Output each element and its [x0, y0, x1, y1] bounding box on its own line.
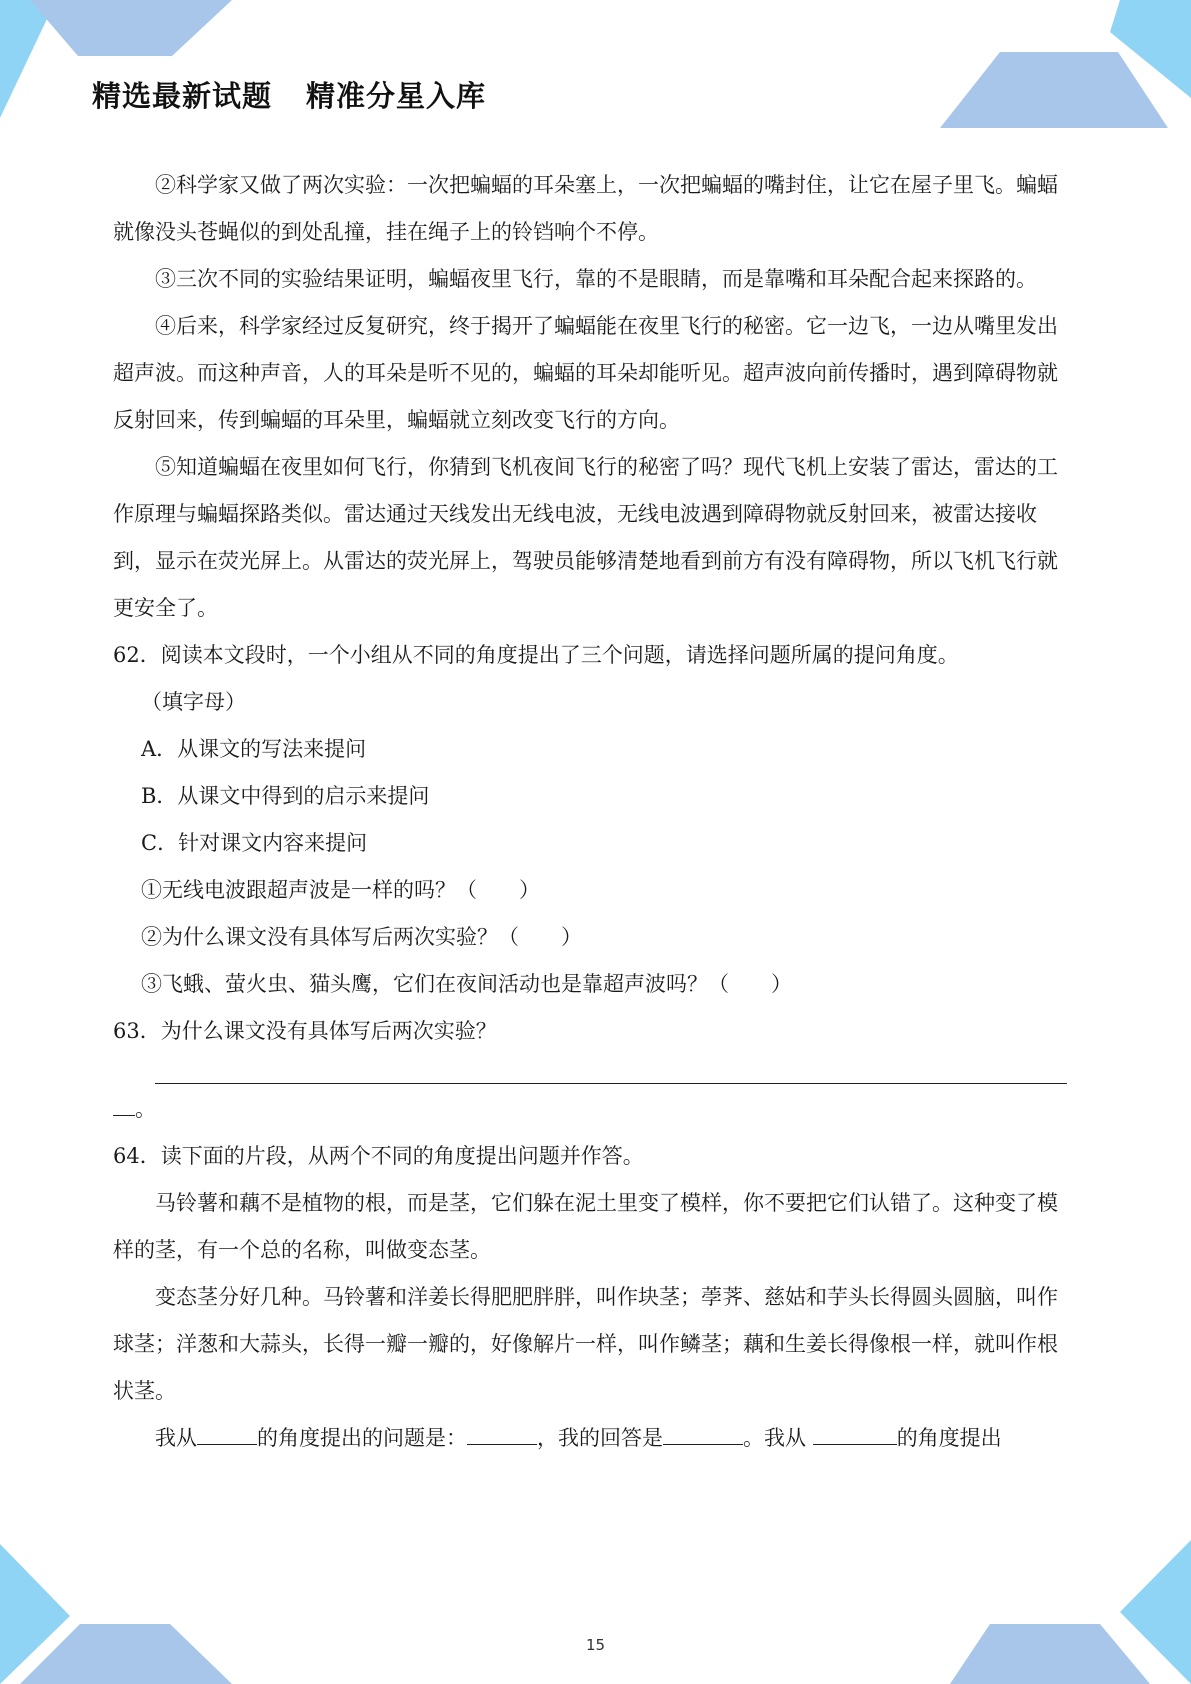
fill-text-2: 的角度提出的问题是：: [257, 1426, 467, 1450]
header-title-part1: 精选最新试题: [92, 79, 273, 113]
fill-blank-angle-2[interactable]: [813, 1420, 897, 1445]
question-62-item-2[interactable]: ②为什么课文没有具体写后两次实验？（ ）: [141, 925, 582, 949]
option-c: C．针对课文内容来提问: [141, 831, 368, 855]
passage-paragraph-3: ③三次不同的实验结果证明，蝙蝠夜里飞行，靠的不是眼睛，而是靠嘴和耳朵配合起来探路的。: [155, 267, 1037, 291]
question-63-answer-line[interactable]: [155, 1073, 1067, 1084]
top-right-decoration: [930, 0, 1191, 140]
question-62-note: （填字母）: [141, 690, 246, 714]
fill-text-1: 我从: [155, 1426, 197, 1450]
passage-paragraph-5: ⑤知道蝙蝠在夜里如何飞行，你猜到飞机夜间飞行的秘密了吗？现代飞机上安装了雷达，雷达的工作原理与蝙蝠探路类似。雷达通过天线发出无线电波，无线电波遇到障碍物就反射回来，被雷达接收到，显示在荧光屏上。从雷达的荧光屏上，驾驶员能够清楚地看到前方有没有障碍物，所以飞机飞行就更安全了。: [113, 455, 1058, 620]
option-b: B．从课文中得到的启示来提问: [141, 784, 430, 808]
fill-blank-angle-1[interactable]: [197, 1420, 257, 1445]
question-64-stem: 64．读下面的片段，从两个不同的角度提出问题并作答。: [113, 1144, 644, 1168]
question-64-paragraph-2: 变态茎分好几种。马铃薯和洋姜长得肥肥胖胖，叫作块茎；荸荠、慈姑和芋头长得圆头圆脑，叫作球茎；洋葱和大蒜头，长得一瓣一瓣的，好像解片一样，叫作鳞茎；藕和生姜长得像根一样，就叫作根状茎。: [113, 1285, 1058, 1403]
fill-blank-question-1[interactable]: [467, 1420, 537, 1445]
question-63-stem: 63．为什么课文没有具体写后两次实验？: [113, 1019, 497, 1043]
page-number: 15: [585, 1636, 606, 1654]
question-64-paragraph-1: 马铃薯和藕不是植物的根，而是茎，它们躲在泥土里变了模样，你不要把它们认错了。这种变了模样的茎，有一个总的名称，叫做变态茎。: [113, 1191, 1058, 1262]
question-62-item-3[interactable]: ③飞蛾、萤火虫、猫头鹰，它们在夜间活动也是靠超声波吗？（ ）: [141, 972, 792, 996]
question-63-answer-tail-blank[interactable]: [113, 1091, 135, 1116]
fill-text-5: 的角度提出: [896, 1426, 1002, 1450]
question-63-tail: [113, 1086, 1073, 1133]
page-content: [113, 162, 1073, 1462]
passage-paragraph-4: ④后来，科学家经过反复研究，终于揭开了蝙蝠能在夜里飞行的秘密。它一边飞，一边从嘴里发出超声波。而这种声音，人的耳朵是听不见的，蝙蝠的耳朵却能听见。超声波向前传播时，遇到障碍物就反射回来，传到蝙蝠的耳朵里，蝙蝠就立刻改变飞行的方向。: [113, 314, 1058, 432]
question-62-stem: 62．阅读本文段时，一个小组从不同的角度提出了三个问题，请选择问题所属的提问角度。: [113, 643, 959, 667]
question-64-fill-line: [113, 1415, 1073, 1462]
fill-blank-answer-1[interactable]: [663, 1420, 743, 1445]
bottom-right-decoration: [950, 1540, 1191, 1684]
bottom-left-decoration: [0, 1540, 240, 1684]
header-title-part2: 精准分星入库: [306, 79, 487, 113]
question-62-item-1[interactable]: ①无线电波跟超声波是一样的吗？（ ）: [141, 878, 540, 902]
fill-text-4: 。我从: [743, 1426, 813, 1450]
header-title: [92, 74, 486, 115]
question-63-tail-period: 。: [135, 1097, 156, 1121]
fill-text-3: ，我的回答是: [537, 1426, 663, 1450]
option-a: A．从课文的写法来提问: [141, 737, 367, 761]
passage-paragraph-2: ②科学家又做了两次实验：一次把蝙蝠的耳朵塞上，一次把蝙蝠的嘴封住，让它在屋子里飞。蝙蝠就像没头苍蝇似的到处乱撞，挂在绳子上的铃铛响个不停。: [113, 173, 1058, 244]
